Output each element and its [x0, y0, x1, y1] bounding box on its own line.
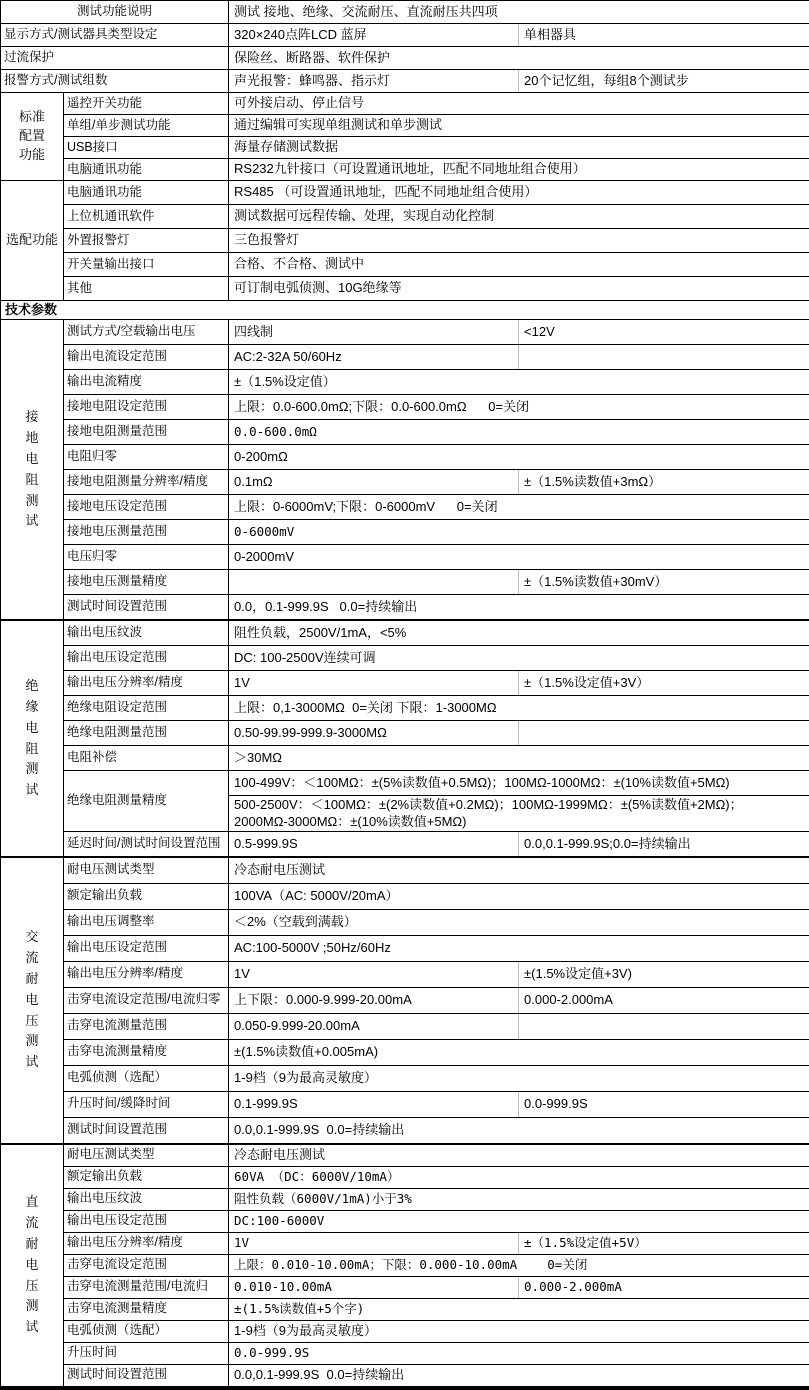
param-label: 击穿电流测量精度 — [64, 1298, 229, 1320]
spec-row — [1, 253, 809, 277]
param-label: 升压时间/缓降时间 — [64, 1091, 229, 1117]
spec-row — [1, 771, 809, 796]
value-cell: 上限：0.010-10.00mA；下限：0.000-10.00mA 0=关闭 — [229, 1254, 809, 1276]
param-label: 上位机通讯软件 — [64, 205, 229, 229]
value-cell: ＞30MΩ — [229, 746, 809, 771]
param-label: 输出电压纹波 — [64, 1188, 229, 1210]
spec-row — [1, 1039, 809, 1065]
value-cell: 60VA （DC：6000V/10mA） — [229, 1166, 809, 1188]
section-optional — [1, 181, 809, 301]
value-cell: ＜2%（空载到满载） — [229, 909, 809, 935]
param-label: 接地电压测量范围 — [64, 520, 229, 545]
value-cell-secondary: 单相器具 — [519, 24, 809, 47]
value-cell: RS232九针接口（可设置通讯地址，匹配不同地址组合使用） — [229, 159, 809, 181]
param-label: 电压归零 — [64, 545, 229, 570]
param-label: 外置报警灯 — [64, 229, 229, 253]
spec-row — [1, 1117, 809, 1144]
value-cell: 0.0,0.1-999.9S 0.0=持续输出 — [229, 1117, 809, 1144]
spec-row — [1, 570, 809, 595]
group-label-text: 标准配置功能 — [16, 108, 47, 165]
value-cell: 海量存储测试数据 — [229, 137, 809, 159]
value-cell: 1-9档（9为最高灵敏度） — [229, 1320, 809, 1342]
value-cell: DC: 100-2500V连续可调 — [229, 646, 809, 671]
value-cell-secondary: 0.0-999.9S — [519, 1091, 809, 1117]
param-label: 输出电压分辨率/精度 — [64, 1232, 229, 1254]
param-label: 测试时间设置范围 — [64, 595, 229, 621]
value-cell: 0-2000mV — [229, 545, 809, 570]
param-label: 耐电压测试类型 — [64, 1144, 229, 1167]
section-overview — [1, 1, 809, 93]
param-label: 电弧侦测（选配） — [64, 1320, 229, 1342]
param-label: 输出电压分辨率/精度 — [64, 671, 229, 696]
spec-row — [1, 70, 809, 93]
spec-row — [1, 1254, 809, 1276]
param-label: 电脑通讯功能 — [64, 159, 229, 181]
value-cell: 0.1mΩ — [229, 470, 519, 495]
value-cell: 声光报警：蜂鸣器、指示灯 — [229, 70, 519, 93]
value-cell: 可外接启动、停止信号 — [229, 93, 809, 115]
section-group-label — [1, 320, 64, 621]
spec-row — [1, 420, 809, 445]
value-cell: 0-200mΩ — [229, 445, 809, 470]
value-cell: 1V — [229, 1232, 519, 1254]
spec-row — [1, 470, 809, 495]
spec-row — [1, 181, 809, 205]
param-label: 击穿电流测量范围/电流归 — [64, 1276, 229, 1298]
spec-row — [1, 1276, 809, 1298]
group-label-text: 接地电阻测试 — [24, 407, 40, 532]
value-cell-secondary: 0.000-2.000mA — [519, 987, 809, 1013]
value-cell-secondary — [519, 1013, 809, 1039]
section-group-label — [1, 857, 64, 1144]
section-group-label — [1, 181, 64, 301]
spec-row — [1, 857, 809, 884]
value-cell: 合格、不合格、测试中 — [229, 253, 809, 277]
param-label: 接地电阻设定范围 — [64, 395, 229, 420]
spec-row — [1, 395, 809, 420]
value-cell: 0.010-10.00mA — [229, 1276, 519, 1298]
value-cell: 测试数据可远程传输、处理，实现自动化控制 — [229, 205, 809, 229]
param-label: 输出电压设定范围 — [64, 935, 229, 961]
value-cell: 0.0，0.1-999.9S 0.0=持续输出 — [229, 595, 809, 621]
value-cell: AC:100-5000V ;50Hz/60Hz — [229, 935, 809, 961]
param-label: 测试时间设置范围 — [64, 1117, 229, 1144]
value-cell: ±(1.5%读数值+5个字) — [229, 1298, 809, 1320]
param-label: 输出电流精度 — [64, 370, 229, 395]
spec-row — [1, 445, 809, 470]
value-cell: 0.50-99.99-999.9-3000MΩ — [229, 721, 519, 746]
section-tech-banner — [1, 301, 809, 320]
param-label: 输出电压设定范围 — [64, 646, 229, 671]
value-cell-secondary: 20个记忆组，每组8个测试步 — [519, 70, 809, 93]
spec-row — [1, 831, 809, 857]
value-cell: DC:100-6000V — [229, 1210, 809, 1232]
param-label: 显示方式/测试器具类型设定 — [1, 24, 229, 47]
param-label: 报警方式/测试组数 — [1, 70, 229, 93]
spec-row — [1, 229, 809, 253]
param-label: 击穿电流设定范围 — [64, 1254, 229, 1276]
group-label-text: 绝缘电阻测试 — [24, 676, 40, 801]
spec-row — [1, 137, 809, 159]
spec-row — [1, 47, 809, 70]
spec-row — [1, 1, 809, 24]
param-label: 电阻归零 — [64, 445, 229, 470]
value-cell: 三色报警灯 — [229, 229, 809, 253]
param-label: 电脑通讯功能 — [64, 181, 229, 205]
param-label: 单组/单步测试功能 — [64, 115, 229, 137]
spec-row — [1, 696, 809, 721]
spec-row — [1, 1342, 809, 1364]
value-cell: 上限：0.0-600.0mΩ;下限：0.0-600.0mΩ 0=关闭 — [229, 395, 809, 420]
section-group-label — [1, 620, 64, 857]
value-cell-secondary: 0.0,0.1-999.9S;0.0=持续输出 — [519, 831, 809, 857]
param-label: 升压时间 — [64, 1342, 229, 1364]
value-cell: RS485 （可设置通讯地址，匹配不同地址组合使用） — [229, 181, 809, 205]
value-cell-secondary: ±（1.5%设定值+5V） — [519, 1232, 809, 1254]
param-label: 击穿电流测量精度 — [64, 1039, 229, 1065]
value-cell: 保险丝、断路器、软件保护 — [229, 47, 809, 70]
value-cell: 可订制电弧侦测、10G绝缘等 — [229, 277, 809, 301]
value-cell: 阻性负载，2500V/1mA，<5% — [229, 620, 809, 646]
value-cell: 上限：0,1-3000MΩ 0=关闭 下限：1-3000MΩ — [229, 696, 809, 721]
param-label: 电阻补偿 — [64, 746, 229, 771]
spec-row — [1, 1210, 809, 1232]
value-cell: 0.050-9.999-20.00mA — [229, 1013, 519, 1039]
spec-row — [1, 883, 809, 909]
spec-row — [1, 961, 809, 987]
value-cell: 0.1-999.9S — [229, 1091, 519, 1117]
group-label-text: 选配功能 — [6, 232, 58, 247]
spec-row — [1, 159, 809, 181]
value-cell: 320×240点阵LCD 蓝屏 — [229, 24, 519, 47]
param-label: 延迟时间/测试时间设置范围 — [64, 831, 229, 857]
spec-row — [1, 646, 809, 671]
section-ground-resistance — [1, 320, 809, 621]
spec-row — [1, 1013, 809, 1039]
value-cell: 0.0-600.0mΩ — [229, 420, 809, 445]
value-cell: 通过编辑可实现单组测试和单步测试 — [229, 115, 809, 137]
spec-row — [1, 520, 809, 545]
value-cell-secondary — [519, 345, 809, 370]
value-cell: AC:2-32A 50/60Hz — [229, 345, 519, 370]
value-cell: 测试 接地、绝缘、交流耐压、直流耐压共四项 — [229, 1, 809, 24]
spec-row — [1, 1065, 809, 1091]
spec-row — [1, 277, 809, 301]
spec-row — [1, 671, 809, 696]
param-label: 测试时间设置范围 — [64, 1364, 229, 1388]
value-cell: ±（1.5%设定值） — [229, 370, 809, 395]
spec-row — [1, 205, 809, 229]
param-label: 开关量输出接口 — [64, 253, 229, 277]
value-cell: 100VA（AC: 5000V/20mA） — [229, 883, 809, 909]
value-cell — [229, 570, 519, 595]
value-cell: 0.0,0.1-999.9S 0.0=持续输出 — [229, 1364, 809, 1388]
value-cell: 500-2500V：＜100MΩ：±(2%读数值+0.2MΩ)；100MΩ-1999MΩ：±(5%读数值+2MΩ)；2000MΩ-3000MΩ：±(10%读数值+5MΩ) — [229, 796, 809, 832]
spec-row — [1, 1188, 809, 1210]
section-insulation-resistance — [1, 620, 809, 857]
param-label: 接地电阻测量分辨率/精度 — [64, 470, 229, 495]
param-label: 接地电压设定范围 — [64, 495, 229, 520]
value-cell-secondary: ±（1.5%读数值+30mV） — [519, 570, 809, 595]
value-cell: 上下限：0.000-9.999-20.00mA — [229, 987, 519, 1013]
spec-row — [1, 620, 809, 646]
value-cell-secondary: ±（1.5%设定值+3V） — [519, 671, 809, 696]
spec-row — [1, 320, 809, 345]
param-label: 其他 — [64, 277, 229, 301]
param-label: 耐电压测试类型 — [64, 857, 229, 884]
spec-row — [1, 746, 809, 771]
section-ac-withstand — [1, 857, 809, 1144]
value-cell: 上限：0-6000mV;下限：0-6000mV 0=关闭 — [229, 495, 809, 520]
value-cell-secondary: ±(1.5%设定值+3V) — [519, 961, 809, 987]
group-label-text: 直流耐电压测试 — [24, 1192, 40, 1338]
spec-row — [1, 1091, 809, 1117]
value-cell: 0.5-999.9S — [229, 831, 519, 857]
value-cell-secondary — [519, 721, 809, 746]
value-cell-secondary: 0.000-2.000mA — [519, 1276, 809, 1298]
spec-row — [1, 495, 809, 520]
value-cell: 1V — [229, 961, 519, 987]
spec-row — [1, 24, 809, 47]
spec-row — [1, 1320, 809, 1342]
param-label: 过流保护 — [1, 47, 229, 70]
spec-row — [1, 1364, 809, 1388]
section-standard-config — [1, 93, 809, 181]
param-label: 输出电压设定范围 — [64, 1210, 229, 1232]
value-cell: 100-499V：＜100MΩ：±(5%读数值+0.5MΩ)；100MΩ-1000MΩ：±(10%读数值+5MΩ) — [229, 771, 809, 796]
param-label: 绝缘电阻设定范围 — [64, 696, 229, 721]
spec-row — [1, 345, 809, 370]
param-label: 绝缘电阻测量范围 — [64, 721, 229, 746]
spec-row — [1, 370, 809, 395]
param-label: 击穿电流测量范围 — [64, 1013, 229, 1039]
param-label: 输出电流设定范围 — [64, 345, 229, 370]
spec-row — [1, 93, 809, 115]
param-label: 绝缘电阻测量精度 — [64, 771, 229, 832]
group-label-text: 交流耐电压测试 — [24, 927, 40, 1073]
value-cell: 0-6000mV — [229, 520, 809, 545]
spec-row — [1, 545, 809, 570]
param-label: 测试方式/空载输出电压 — [64, 320, 229, 345]
section-group-label — [1, 1144, 64, 1388]
value-cell: 1-9档（9为最高灵敏度） — [229, 1065, 809, 1091]
param-label: 接地电阻测量范围 — [64, 420, 229, 445]
spec-row — [1, 1166, 809, 1188]
tech-params-banner: 技术参数 — [1, 301, 809, 320]
value-cell: 四线制 — [229, 320, 519, 345]
param-label: 输出电压分辨率/精度 — [64, 961, 229, 987]
param-label: 额定输出负载 — [64, 1166, 229, 1188]
param-label: 接地电压测量精度 — [64, 570, 229, 595]
spec-row — [1, 987, 809, 1013]
param-label: 遥控开关功能 — [64, 93, 229, 115]
param-label: 击穿电流设定范围/电流归零 — [64, 987, 229, 1013]
param-label: 输出电压纹波 — [64, 620, 229, 646]
section-group-label — [1, 93, 64, 181]
value-cell: 阻性负载（6000V/1mA)小于3% — [229, 1188, 809, 1210]
param-label: 测试功能说明 — [1, 1, 229, 24]
param-label: 电弧侦测（选配） — [64, 1065, 229, 1091]
param-label: USB接口 — [64, 137, 229, 159]
section-dc-withstand — [1, 1144, 809, 1388]
spec-row — [1, 115, 809, 137]
spec-row — [1, 935, 809, 961]
value-cell-secondary: ±（1.5%读数值+3mΩ） — [519, 470, 809, 495]
spec-row — [1, 721, 809, 746]
spec-row — [1, 1144, 809, 1167]
spec-row — [1, 595, 809, 621]
spec-row — [1, 909, 809, 935]
spec-row — [1, 1232, 809, 1254]
value-cell: 冷态耐电压测试 — [229, 1144, 809, 1167]
value-cell: ±(1.5%读数值+0.005mA) — [229, 1039, 809, 1065]
value-cell-secondary: <12V — [519, 320, 809, 345]
value-cell: 1V — [229, 671, 519, 696]
spec-row — [1, 1298, 809, 1320]
param-label: 额定输出负载 — [64, 883, 229, 909]
spec-row — [1, 301, 809, 320]
value-cell: 0.0-999.9S — [229, 1342, 809, 1364]
value-cell: 冷态耐电压测试 — [229, 857, 809, 884]
param-label: 输出电压调整率 — [64, 909, 229, 935]
